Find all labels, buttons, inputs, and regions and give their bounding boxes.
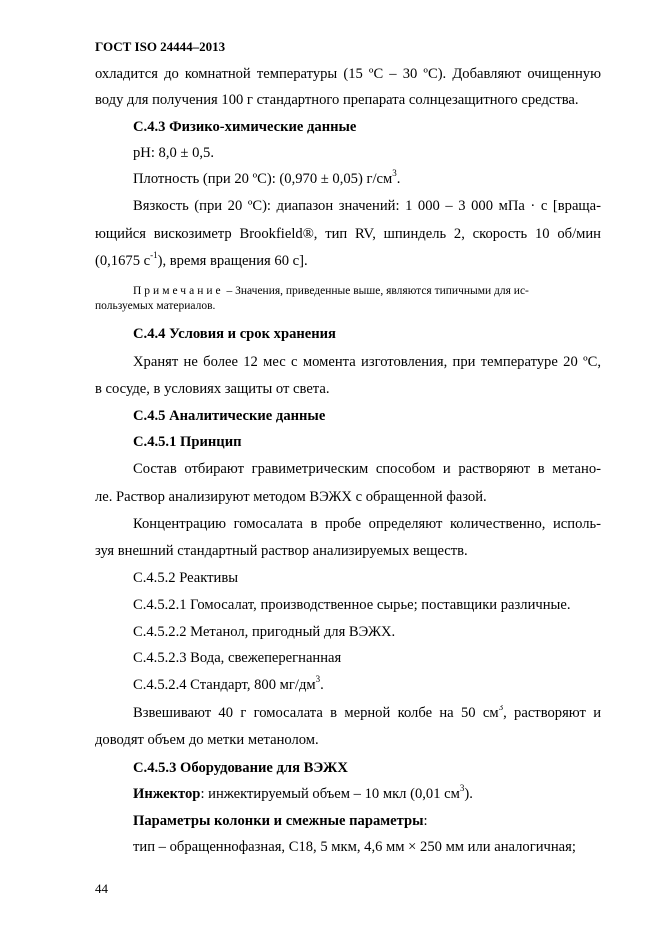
note-line: Примечание – Значения, приведенные выше, являются типичными для ис-	[133, 285, 529, 297]
paragraph-line: Хранят не более 12 мес с момента изготовления, при температуре 20 ºС,	[133, 354, 601, 370]
viscosity-line: (0,1675 $с^{-1}$), время вращения 60 с].	[95, 250, 308, 269]
paragraph-line: воду для получения 100 г стандартного препарата солнцезащитного средства.	[95, 92, 579, 108]
paragraph-line: зуя внешний стандартный раствор анализируемых веществ.	[95, 543, 468, 559]
paragraph-line: охладится до комнатной температуры (15 ºС – 30 ºС). Добавляют очищенную	[95, 66, 601, 82]
paragraph-line: Концентрацию гомосалата в пробе определяют количественно, исполь-	[133, 516, 601, 532]
injector-line: Инжектор: инжектируемый объем – 10 мкл (0,01 $см^3$).	[133, 783, 473, 802]
section-heading-c44: С.4.4 Условия и срок хранения	[133, 326, 336, 342]
viscosity-line: ющийся вискозиметр Brookfield®, тип RV, шпиндель 2, скорость 10 об/мин	[95, 226, 601, 242]
paragraph-line: Состав отбирают гравиметрическим способом и растворяют в метано-	[133, 461, 601, 477]
paragraph-line: Взвешивают 40 г гомосалата в мерной колбе на 50 $см^3$, растворяют и	[133, 705, 601, 721]
reagent-item: С.4.5.2.2 Метанол, пригодный для ВЭЖХ.	[133, 624, 396, 640]
column-params-line: Параметры колонки и смежные параметры:	[133, 813, 428, 829]
ph-line: pH: 8,0 ± 0,5.	[133, 145, 214, 161]
page-number: 44	[95, 881, 108, 896]
paragraph-line: ле. Раствор анализируют методом ВЭЖХ с обращенной фазой.	[95, 489, 487, 505]
density-line: Плотность (при 20 ºС): (0,970 ± 0,05) $г/см^3$.	[133, 168, 401, 187]
section-heading-c43: С.4.3 Физико-химические данные	[133, 119, 357, 135]
column-type-line: тип – обращеннофазная, С18, 5 мкм, 4,6 мм × 250 мм или аналогичная;	[133, 839, 576, 855]
column-params-label: Параметры колонки и смежные параметры	[133, 813, 424, 829]
section-heading-c453: С.4.5.3 Оборудование для ВЭЖХ	[133, 760, 348, 776]
reagents-heading: С.4.5.2 Реактивы	[133, 570, 239, 586]
paragraph-line: в сосуде, в условиях защиты от света.	[95, 381, 330, 397]
paragraph-line: доводят объем до метки метанолом.	[95, 732, 319, 748]
viscosity-line: Вязкость (при 20 ºС): диапазон значений: 1 000 – 3 000 мПа · с [враща-	[133, 198, 601, 214]
reagent-item: С.4.5.2.1 Гомосалат, производственное сырье; поставщики различные.	[133, 597, 571, 613]
injector-label: Инжектор	[133, 786, 201, 802]
document-header: ГОСТ ISO 24444–2013	[95, 39, 226, 54]
section-heading-c45: С.4.5 Аналитические данные	[133, 408, 326, 424]
note-line: пользуемых материалов.	[95, 300, 216, 312]
reagent-item: С.4.5.2.4 Стандарт, 800 $мг/дм^3$.	[133, 674, 324, 693]
section-heading-c451: С.4.5.1 Принцип	[133, 434, 242, 450]
reagent-item: С.4.5.2.3 Вода, свежеперегнанная	[133, 650, 342, 666]
note-label: Примечание	[133, 285, 224, 297]
